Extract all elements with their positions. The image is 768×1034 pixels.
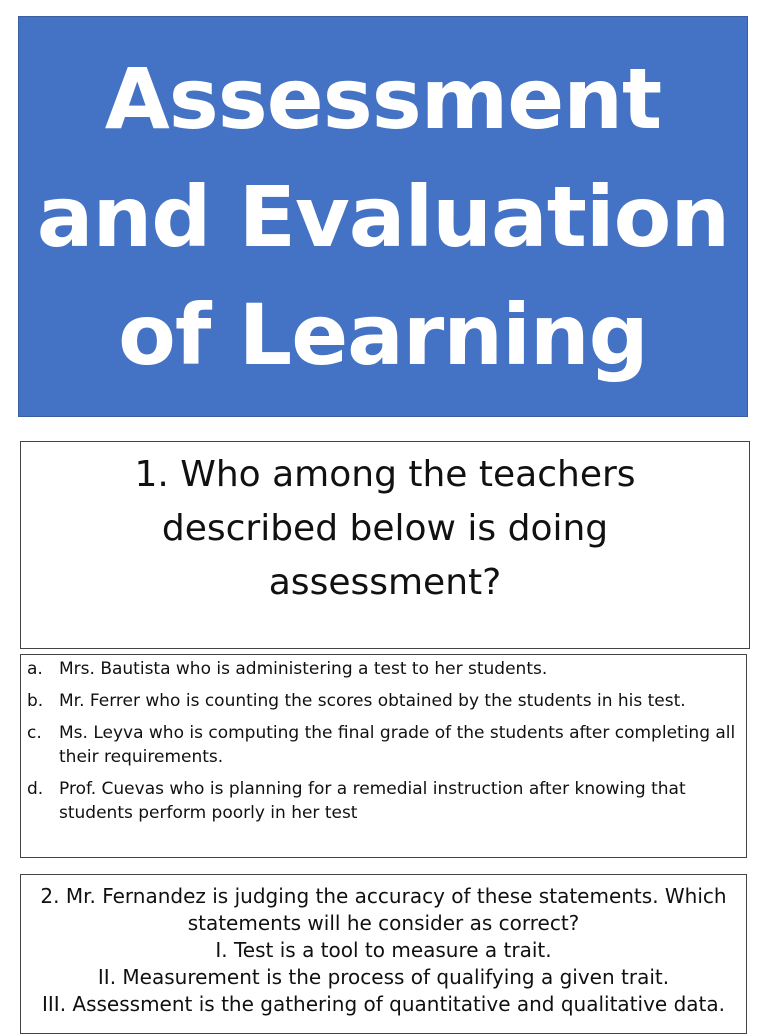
question-2-box bbox=[20, 874, 747, 1034]
title-line-2: and Evaluation bbox=[36, 167, 730, 266]
choice-text: Mr. Ferrer who is counting the scores obtained by the students in his test. bbox=[59, 691, 686, 711]
question-1-line-2: described below is doing bbox=[161, 508, 609, 549]
title-line-3: of Learning bbox=[118, 285, 648, 384]
choice-c bbox=[27, 721, 738, 769]
answer-choices-box bbox=[20, 654, 747, 858]
question-1-box bbox=[20, 441, 750, 649]
choice-text: Ms. Leyva who is computing the final grade of the students after completing all their requirements. bbox=[59, 723, 736, 767]
choice-d bbox=[27, 777, 738, 825]
choice-text: Mrs. Bautista who is administering a test to her students. bbox=[59, 659, 548, 679]
choice-text: Prof. Cuevas who is planning for a remedial instruction after knowing that students perform poorly in her test bbox=[59, 779, 686, 823]
title-line-1: Assessment bbox=[104, 49, 662, 148]
question-2-statement-1: I. Test is a tool to measure a trait. bbox=[215, 938, 552, 962]
question-2-statement-3: III. Assessment is the gathering of quantitative and qualitative data. bbox=[42, 992, 725, 1016]
choice-a bbox=[27, 657, 738, 681]
question-2-line-2: statements will he consider as correct? bbox=[187, 911, 580, 935]
choice-letter: d. bbox=[27, 779, 44, 799]
choice-b bbox=[27, 689, 738, 713]
question-2-line-1: 2. Mr. Fernandez is judging the accuracy of these statements. Which bbox=[40, 884, 727, 908]
choice-letter: b. bbox=[27, 691, 44, 711]
question-1-line-3: assessment? bbox=[268, 562, 502, 603]
choice-letter: a. bbox=[27, 659, 43, 679]
title-banner bbox=[18, 16, 748, 417]
choice-letter: c. bbox=[27, 723, 42, 743]
question-1-line-1: 1. Who among the teachers bbox=[134, 454, 636, 495]
question-2-statement-2: II. Measurement is the process of qualifying a given trait. bbox=[97, 965, 670, 989]
